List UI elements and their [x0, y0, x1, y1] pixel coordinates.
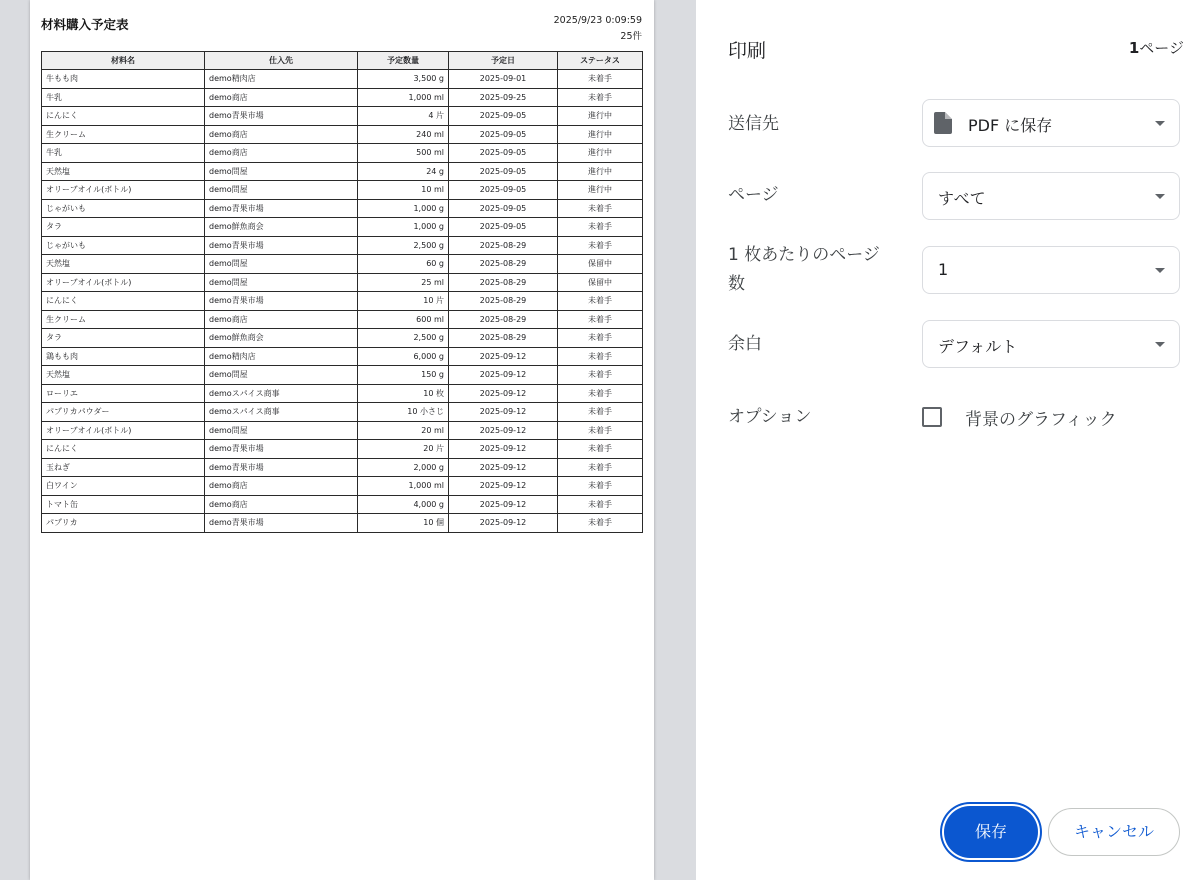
table-row	[42, 162, 643, 181]
cell-quantity: 240 ml	[358, 125, 449, 144]
cell-supplier: demo商店	[205, 477, 358, 496]
table-row	[42, 514, 643, 533]
margins-label: 余白	[728, 334, 762, 354]
cell-status: 保留中	[558, 255, 643, 274]
table-row	[42, 70, 643, 89]
cell-status: 未着手	[558, 347, 643, 366]
cell-supplier: demo鮮魚商会	[205, 329, 358, 348]
cell-material: 天然塩	[42, 366, 205, 385]
table-row	[42, 218, 643, 237]
cell-supplier: demo問屋	[205, 366, 358, 385]
column-header-supplier: 仕入先	[205, 52, 358, 70]
options-label: オプション	[728, 407, 812, 427]
cell-quantity: 2,000 g	[358, 458, 449, 477]
dropdown-arrow-icon	[1155, 342, 1165, 347]
cell-date: 2025-09-05	[449, 199, 558, 218]
table-row	[42, 144, 643, 163]
cell-supplier: demo青果市場	[205, 458, 358, 477]
cell-date: 2025-08-29	[449, 236, 558, 255]
column-header-date: 予定日	[449, 52, 558, 70]
cell-status: 未着手	[558, 199, 643, 218]
cell-status: 未着手	[558, 292, 643, 311]
cell-status: 未着手	[558, 440, 643, 459]
cell-material: タラ	[42, 329, 205, 348]
cell-quantity: 4 片	[358, 107, 449, 126]
cell-date: 2025-08-29	[449, 310, 558, 329]
cell-quantity: 4,000 g	[358, 495, 449, 514]
cell-status: 未着手	[558, 366, 643, 385]
cell-material: オリーブオイル(ボトル)	[42, 181, 205, 200]
cell-quantity: 1,000 ml	[358, 477, 449, 496]
cell-supplier: demoスパイス商事	[205, 384, 358, 403]
margins-value: デフォルト	[938, 337, 1018, 356]
cell-material: 天然塩	[42, 162, 205, 181]
cell-supplier: demo問屋	[205, 421, 358, 440]
table-row	[42, 88, 643, 107]
dropdown-arrow-icon	[1155, 194, 1165, 199]
pages-per-sheet-label-line2: 数	[728, 274, 745, 294]
cell-quantity: 10 ml	[358, 181, 449, 200]
cell-material: 玉ねぎ	[42, 458, 205, 477]
cell-supplier: demo商店	[205, 144, 358, 163]
table-row	[42, 366, 643, 385]
cell-status: 未着手	[558, 384, 643, 403]
cell-supplier: demo青果市場	[205, 199, 358, 218]
cell-quantity: 150 g	[358, 366, 449, 385]
cell-supplier: demo精肉店	[205, 347, 358, 366]
print-settings-panel	[696, 0, 1200, 880]
cell-supplier: demo商店	[205, 495, 358, 514]
document-timestamp: 2025/9/23 0:09:59	[553, 15, 642, 26]
cell-date: 2025-08-29	[449, 273, 558, 292]
table-row	[42, 329, 643, 348]
cell-quantity: 20 ml	[358, 421, 449, 440]
table-row	[42, 273, 643, 292]
cell-quantity: 2,500 g	[358, 236, 449, 255]
cell-date: 2025-08-29	[449, 292, 558, 311]
table-header-row	[42, 52, 643, 70]
cell-material: オリーブオイル(ボトル)	[42, 273, 205, 292]
cell-quantity: 10 個	[358, 514, 449, 533]
page-count	[1129, 37, 1184, 58]
cell-status: 未着手	[558, 310, 643, 329]
cell-material: 生クリーム	[42, 310, 205, 329]
cell-date: 2025-09-25	[449, 88, 558, 107]
table-row	[42, 236, 643, 255]
table-row	[42, 440, 643, 459]
cell-status: 未着手	[558, 514, 643, 533]
pages-select[interactable]	[922, 172, 1180, 220]
table-row	[42, 199, 643, 218]
material-schedule-table	[41, 51, 643, 533]
cell-date: 2025-09-05	[449, 144, 558, 163]
cell-status: 未着手	[558, 458, 643, 477]
cell-supplier: demo商店	[205, 88, 358, 107]
cell-material: 牛乳	[42, 144, 205, 163]
cell-supplier: demo問屋	[205, 273, 358, 292]
document-count: 25件	[620, 31, 642, 42]
cancel-button[interactable]: キャンセル	[1048, 808, 1180, 856]
cell-status: 未着手	[558, 70, 643, 89]
cell-date: 2025-09-05	[449, 162, 558, 181]
cell-status: 未着手	[558, 495, 643, 514]
page-count-unit: ページ	[1139, 39, 1184, 57]
column-header-material: 材料名	[42, 52, 205, 70]
cell-quantity: 1,000 g	[358, 199, 449, 218]
cell-date: 2025-09-12	[449, 477, 558, 496]
table-row	[42, 255, 643, 274]
cell-quantity: 10 小さじ	[358, 403, 449, 422]
cell-material: 牛もも肉	[42, 70, 205, 89]
dropdown-arrow-icon	[1155, 121, 1165, 126]
cell-supplier: demo青果市場	[205, 440, 358, 459]
column-header-quantity: 予定数量	[358, 52, 449, 70]
table-row	[42, 292, 643, 311]
table-row	[42, 347, 643, 366]
cell-material: トマト缶	[42, 495, 205, 514]
cell-status: 未着手	[558, 477, 643, 496]
cell-supplier: demo青果市場	[205, 292, 358, 311]
cell-status: 進行中	[558, 162, 643, 181]
cell-material: にんにく	[42, 107, 205, 126]
cell-date: 2025-09-12	[449, 403, 558, 422]
cell-material: にんにく	[42, 440, 205, 459]
cell-supplier: demo鮮魚商会	[205, 218, 358, 237]
margins-select[interactable]	[922, 320, 1180, 368]
pages-per-sheet-label	[728, 241, 880, 299]
document-title: 材料購入予定表	[41, 17, 129, 32]
cell-quantity: 2,500 g	[358, 329, 449, 348]
cell-status: 保留中	[558, 273, 643, 292]
pages-per-sheet-label-line1: 1 枚あたりのページ	[728, 245, 880, 265]
cell-supplier: demo商店	[205, 125, 358, 144]
cell-status: 進行中	[558, 107, 643, 126]
cell-quantity: 1,000 ml	[358, 88, 449, 107]
destination-label: 送信先	[728, 114, 779, 134]
table-row	[42, 310, 643, 329]
document-meta	[554, 13, 642, 45]
cell-status: 進行中	[558, 181, 643, 200]
cell-status: 未着手	[558, 236, 643, 255]
cell-date: 2025-09-05	[449, 181, 558, 200]
cell-material: オリーブオイル(ボトル)	[42, 421, 205, 440]
cell-quantity: 600 ml	[358, 310, 449, 329]
cell-date: 2025-09-05	[449, 107, 558, 126]
pages-value: すべて	[938, 189, 986, 208]
pages-label: ページ	[728, 185, 779, 205]
table-row	[42, 477, 643, 496]
column-header-status: ステータス	[558, 52, 643, 70]
page-count-number: 1	[1128, 39, 1140, 57]
destination-select[interactable]	[922, 99, 1180, 147]
cell-quantity: 20 片	[358, 440, 449, 459]
cell-material: 天然塩	[42, 255, 205, 274]
cell-date: 2025-08-29	[449, 255, 558, 274]
cell-status: 未着手	[558, 218, 643, 237]
cell-status: 進行中	[558, 125, 643, 144]
background-graphics-checkbox[interactable]	[922, 407, 942, 427]
cell-material: ローリエ	[42, 384, 205, 403]
table-row	[42, 495, 643, 514]
cell-supplier: demo青果市場	[205, 514, 358, 533]
cell-material: じゃがいも	[42, 199, 205, 218]
cell-status: 進行中	[558, 144, 643, 163]
cell-quantity: 60 g	[358, 255, 449, 274]
cell-status: 未着手	[558, 329, 643, 348]
cell-supplier: demo問屋	[205, 181, 358, 200]
cell-date: 2025-09-05	[449, 218, 558, 237]
cell-supplier: demo精肉店	[205, 70, 358, 89]
cell-supplier: demoスパイス商事	[205, 403, 358, 422]
cell-quantity: 10 片	[358, 292, 449, 311]
table-row	[42, 458, 643, 477]
cell-material: パプリカパウダー	[42, 403, 205, 422]
destination-value: PDF に保存	[968, 116, 1053, 135]
cell-material: にんにく	[42, 292, 205, 311]
cell-status: 未着手	[558, 88, 643, 107]
cell-date: 2025-09-12	[449, 384, 558, 403]
document-icon	[934, 112, 952, 134]
cell-material: 鶏もも肉	[42, 347, 205, 366]
table-row	[42, 403, 643, 422]
table-row	[42, 421, 643, 440]
cell-material: パプリカ	[42, 514, 205, 533]
dropdown-arrow-icon	[1155, 268, 1165, 273]
cell-date: 2025-09-05	[449, 125, 558, 144]
cell-supplier: demo問屋	[205, 255, 358, 274]
cell-date: 2025-09-12	[449, 514, 558, 533]
cell-quantity: 25 ml	[358, 273, 449, 292]
cell-supplier: demo青果市場	[205, 107, 358, 126]
cell-quantity: 24 g	[358, 162, 449, 181]
table-row	[42, 125, 643, 144]
table-body	[42, 70, 643, 533]
cell-quantity: 1,000 g	[358, 218, 449, 237]
cell-supplier: demo商店	[205, 310, 358, 329]
background-graphics-label[interactable]: 背景のグラフィック	[965, 410, 1117, 430]
cell-date: 2025-09-12	[449, 440, 558, 459]
cell-material: じゃがいも	[42, 236, 205, 255]
table-row	[42, 181, 643, 200]
pages-per-sheet-value: 1	[938, 260, 949, 279]
cell-date: 2025-09-01	[449, 70, 558, 89]
cell-material: 牛乳	[42, 88, 205, 107]
cell-supplier: demo青果市場	[205, 236, 358, 255]
preview-page	[30, 0, 654, 880]
cell-quantity: 6,000 g	[358, 347, 449, 366]
table-row	[42, 384, 643, 403]
pages-per-sheet-select[interactable]	[922, 246, 1180, 294]
cell-date: 2025-09-12	[449, 366, 558, 385]
panel-title: 印刷	[728, 40, 767, 62]
save-button[interactable]: 保存	[944, 806, 1038, 858]
cell-status: 未着手	[558, 403, 643, 422]
cell-date: 2025-09-12	[449, 421, 558, 440]
cell-date: 2025-09-12	[449, 495, 558, 514]
cell-quantity: 3,500 g	[358, 70, 449, 89]
cell-date: 2025-09-12	[449, 458, 558, 477]
cell-supplier: demo問屋	[205, 162, 358, 181]
cell-quantity: 10 枚	[358, 384, 449, 403]
cell-material: タラ	[42, 218, 205, 237]
cell-material: 生クリーム	[42, 125, 205, 144]
table-row	[42, 107, 643, 126]
cell-material: 白ワイン	[42, 477, 205, 496]
cell-quantity: 500 ml	[358, 144, 449, 163]
cell-status: 未着手	[558, 421, 643, 440]
cell-date: 2025-09-12	[449, 347, 558, 366]
cell-date: 2025-08-29	[449, 329, 558, 348]
